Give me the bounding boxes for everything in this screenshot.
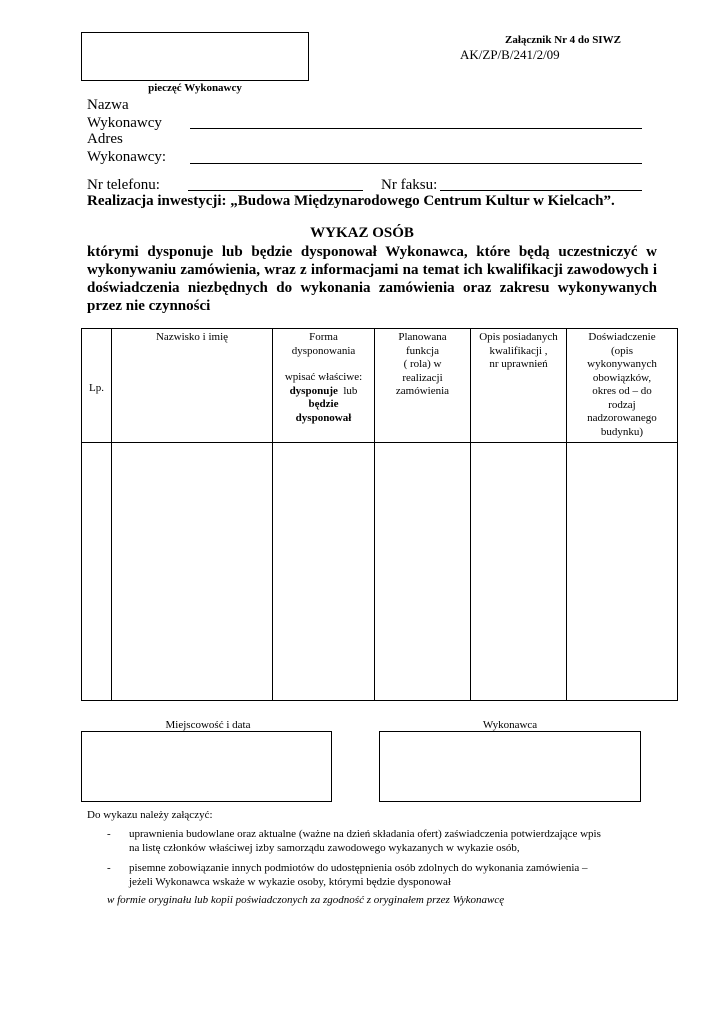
attachment-item-1-line1: uprawnienia budowlane oraz aktualne (ważne na dzień składania ofert) zaświadczenia potwierdzające wpis [129,828,601,840]
attachment-item-1-line2: na listę członków właściwej izby samorządu zawodowego wykazanych w wykazie osób, [129,842,520,854]
cell-qualifications[interactable] [471,443,567,701]
bullet-dash-1: - [107,828,111,840]
header-lp [82,329,112,443]
footer-note: w formie oryginału lub kopii poświadczonych za zgodność z oryginałem przez Wykonawcę [107,894,505,906]
header-qualifications-line-1: Opis posiadanych [479,331,558,343]
investment-title: Realizacja inwestycji: „Budowa Międzynarodowego Centrum Kultur w Kielcach”. [87,193,615,209]
cell-experience[interactable] [567,443,678,701]
address-label-line2: Wykonawcy: [87,149,167,165]
header-form-line3: wpisać właściwe: [284,371,363,383]
header-form-line2: dysponowania [291,344,356,357]
header-experience-line-6: rodzaj [608,398,636,411]
contractor-stamp-box [81,32,309,81]
name-label-line1: Nazwa [87,97,129,113]
header-function-line-2: funkcja [406,344,439,357]
header-form-option2: będzie [308,398,339,410]
list-description: którymi dysponuje lub będzie dysponował Wykonawca, które będą uczestniczyć w wykonywaniu zamówienia, wraz z informacjami na temat ich kwalifikacji zawodowych i doświadczenia niezbędnych do wykonania zamówienia oraz zakresu wykonywanych przez nie czynności [87,244,657,314]
list-title: WYKAZ OSÓB [310,225,414,241]
stamp-label: pieczęć Wykonawcy [148,82,242,94]
header-lp-label: Lp. [89,381,104,394]
table-header-row [82,329,678,443]
contractor-signature-label: Wykonawca [482,719,538,731]
header-experience-line-7: nadzorowanego [587,412,657,424]
phone-label: Nr telefonu: [87,177,160,193]
attachment-item-2-line2: jeżeli Wykonawca wskaże w wykazie osoby, którymi będzie dysponował [129,876,451,888]
name-label-line2: Wykonawcy [87,115,162,131]
header-form-option1: dysponuje [289,384,338,397]
place-date-label: Miejscowość i data [165,719,251,731]
address-label-line1: Adres [87,131,123,147]
header-experience-line-4: obowiązków, [592,371,652,384]
reference-number: AK/ZP/B/241/2/09 [460,47,560,62]
attachment-item-2-line1: pisemne zobowiązanie innych podmiotów do udostępnienia osób zdolnych do wykonania zamówienia – [129,862,588,874]
header-name-label: Nazwisko i imię [155,331,229,343]
header-qualifications-line-3: nr uprawnień [489,358,548,370]
phone-field-line [188,190,363,191]
cell-name[interactable] [112,443,273,701]
bullet-dash-2: - [107,862,111,874]
cell-lp[interactable] [82,443,112,701]
fax-field-line [440,190,642,191]
header-qualifications [471,329,567,443]
header-function-line-3: ( rola) w [403,358,442,370]
contractor-signature-box[interactable] [379,731,641,802]
attachments-intro: Do wykazu należy załączyć: [87,809,213,821]
header-form-option3: dysponował [295,411,352,424]
place-date-box[interactable] [81,731,332,802]
name-field-line [190,128,642,129]
address-field-line [190,163,642,164]
header-function [375,329,471,443]
header-qualifications-line-2: kwalifikacji , [489,344,548,357]
fax-label: Nr faksu: [381,177,438,193]
table-row [82,443,678,701]
header-function-line-5: zamówienia [395,385,450,397]
cell-function[interactable] [375,443,471,701]
persons-table [81,328,678,701]
header-function-line-4: realizacji [402,371,443,384]
header-experience-line-1: Doświadczenie [588,331,656,343]
header-experience-line-8: budynku) [600,425,644,438]
cell-form[interactable] [273,443,375,701]
header-experience [567,329,678,443]
header-form-or: lub [343,384,358,397]
header-name [112,329,273,443]
header-experience-line-5: okres od – do [592,385,652,397]
header-form [273,329,375,443]
header-form-line1: Forma [309,331,338,343]
header-function-line-1: Planowana [398,331,447,343]
header-experience-line-3: wykonywanych [587,358,657,370]
header-experience-line-2: (opis [611,344,633,357]
attachment-number: Załącznik Nr 4 do SIWZ [505,34,621,46]
